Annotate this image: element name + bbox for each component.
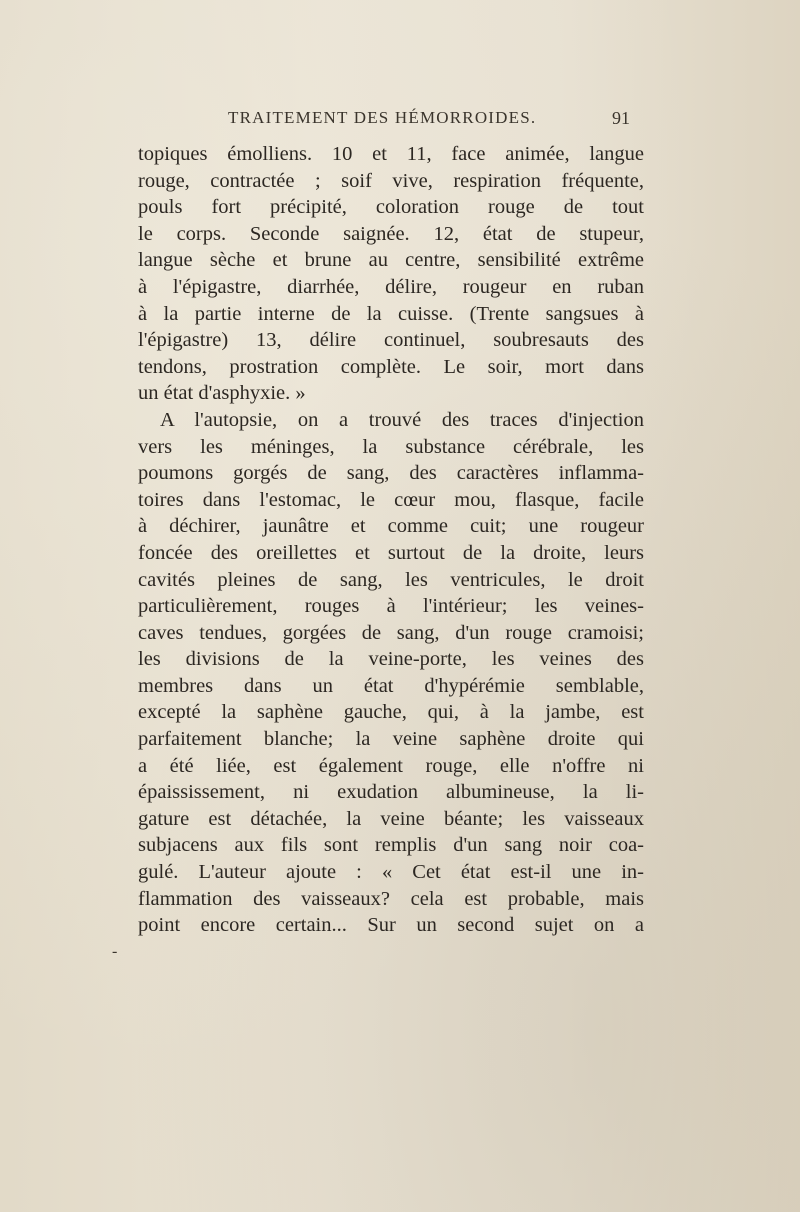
text-line: membres dans un état d'hypérémie semblable, xyxy=(138,674,644,697)
text-line: à déchirer, jaunâtre et comme cuit; une rougeur xyxy=(138,515,644,538)
text-line: flammation des vaisseaux? cela est probable, mais xyxy=(138,887,644,910)
body-text xyxy=(138,141,644,939)
text-line: un état d'asphyxie. » xyxy=(138,382,306,405)
text-line: gulé. L'auteur ajoute : « Cet état est-il une in- xyxy=(138,861,644,884)
text-line: subjacens aux fils sont remplis d'un sang noir coa- xyxy=(138,834,644,857)
text-line: topiques émolliens. 10 et 11, face animée, langue xyxy=(138,143,644,165)
text-line: poumons gorgés de sang, des caractères inflamma- xyxy=(138,462,644,485)
text-line: toires dans l'estomac, le cœur mou, flasque, facile xyxy=(138,488,644,511)
text-line: les divisions de la veine-porte, les veines des xyxy=(138,648,644,671)
text-line: rouge, contractée ; soif vive, respiration fréquente, xyxy=(138,169,644,192)
text-line: épaississement, ni exudation albumineuse, la li- xyxy=(138,781,644,804)
text-line: particulièrement, rouges à l'intérieur; les veines- xyxy=(138,595,644,618)
text-line: excepté la saphène gauche, qui, à la jambe, est xyxy=(138,701,644,724)
text-line: le corps. Seconde saignée. 12, état de stupeur, xyxy=(138,222,644,245)
page-number: 91 xyxy=(612,108,630,128)
text-line: langue sèche et brune au centre, sensibilité extrême xyxy=(138,249,644,272)
text-line: à la partie interne de la cuisse. (Trente sangsues à xyxy=(138,302,644,325)
text-line: vers les méninges, la substance cérébrale, les xyxy=(138,435,644,458)
text-line: gature est détachée, la veine béante; les vaisseaux xyxy=(138,807,644,830)
running-head xyxy=(140,108,640,134)
text-line: cavités pleines de sang, les ventricules, le droit xyxy=(138,568,644,591)
text-line: foncée des oreillettes et surtout de la droite, leurs xyxy=(138,541,644,564)
paragraph-first-line: A l'autopsie, on a trouvé des traces d'injection xyxy=(160,408,644,431)
text-line: pouls fort précipité, coloration rouge de tout xyxy=(138,196,644,219)
text-line: l'épigastre) 13, délire continuel, soubresauts des xyxy=(138,329,644,352)
text-line: caves tendues, gorgées de sang, d'un rouge cramoisi; xyxy=(138,621,644,644)
margin-mark: - xyxy=(112,943,118,960)
text-line: a été liée, est également rouge, elle n'offre ni xyxy=(138,754,644,777)
running-head-title: TRAITEMENT DES HÉMORROIDES. xyxy=(228,108,537,127)
text-line: tendons, prostration complète. Le soir, mort dans xyxy=(138,355,644,378)
text-line: à l'épigastre, diarrhée, délire, rougeur en ruban xyxy=(138,275,644,298)
text-line: parfaitement blanche; la veine saphène droite qui xyxy=(138,728,644,751)
text-line: point encore certain... Sur un second sujet on a xyxy=(138,914,644,937)
